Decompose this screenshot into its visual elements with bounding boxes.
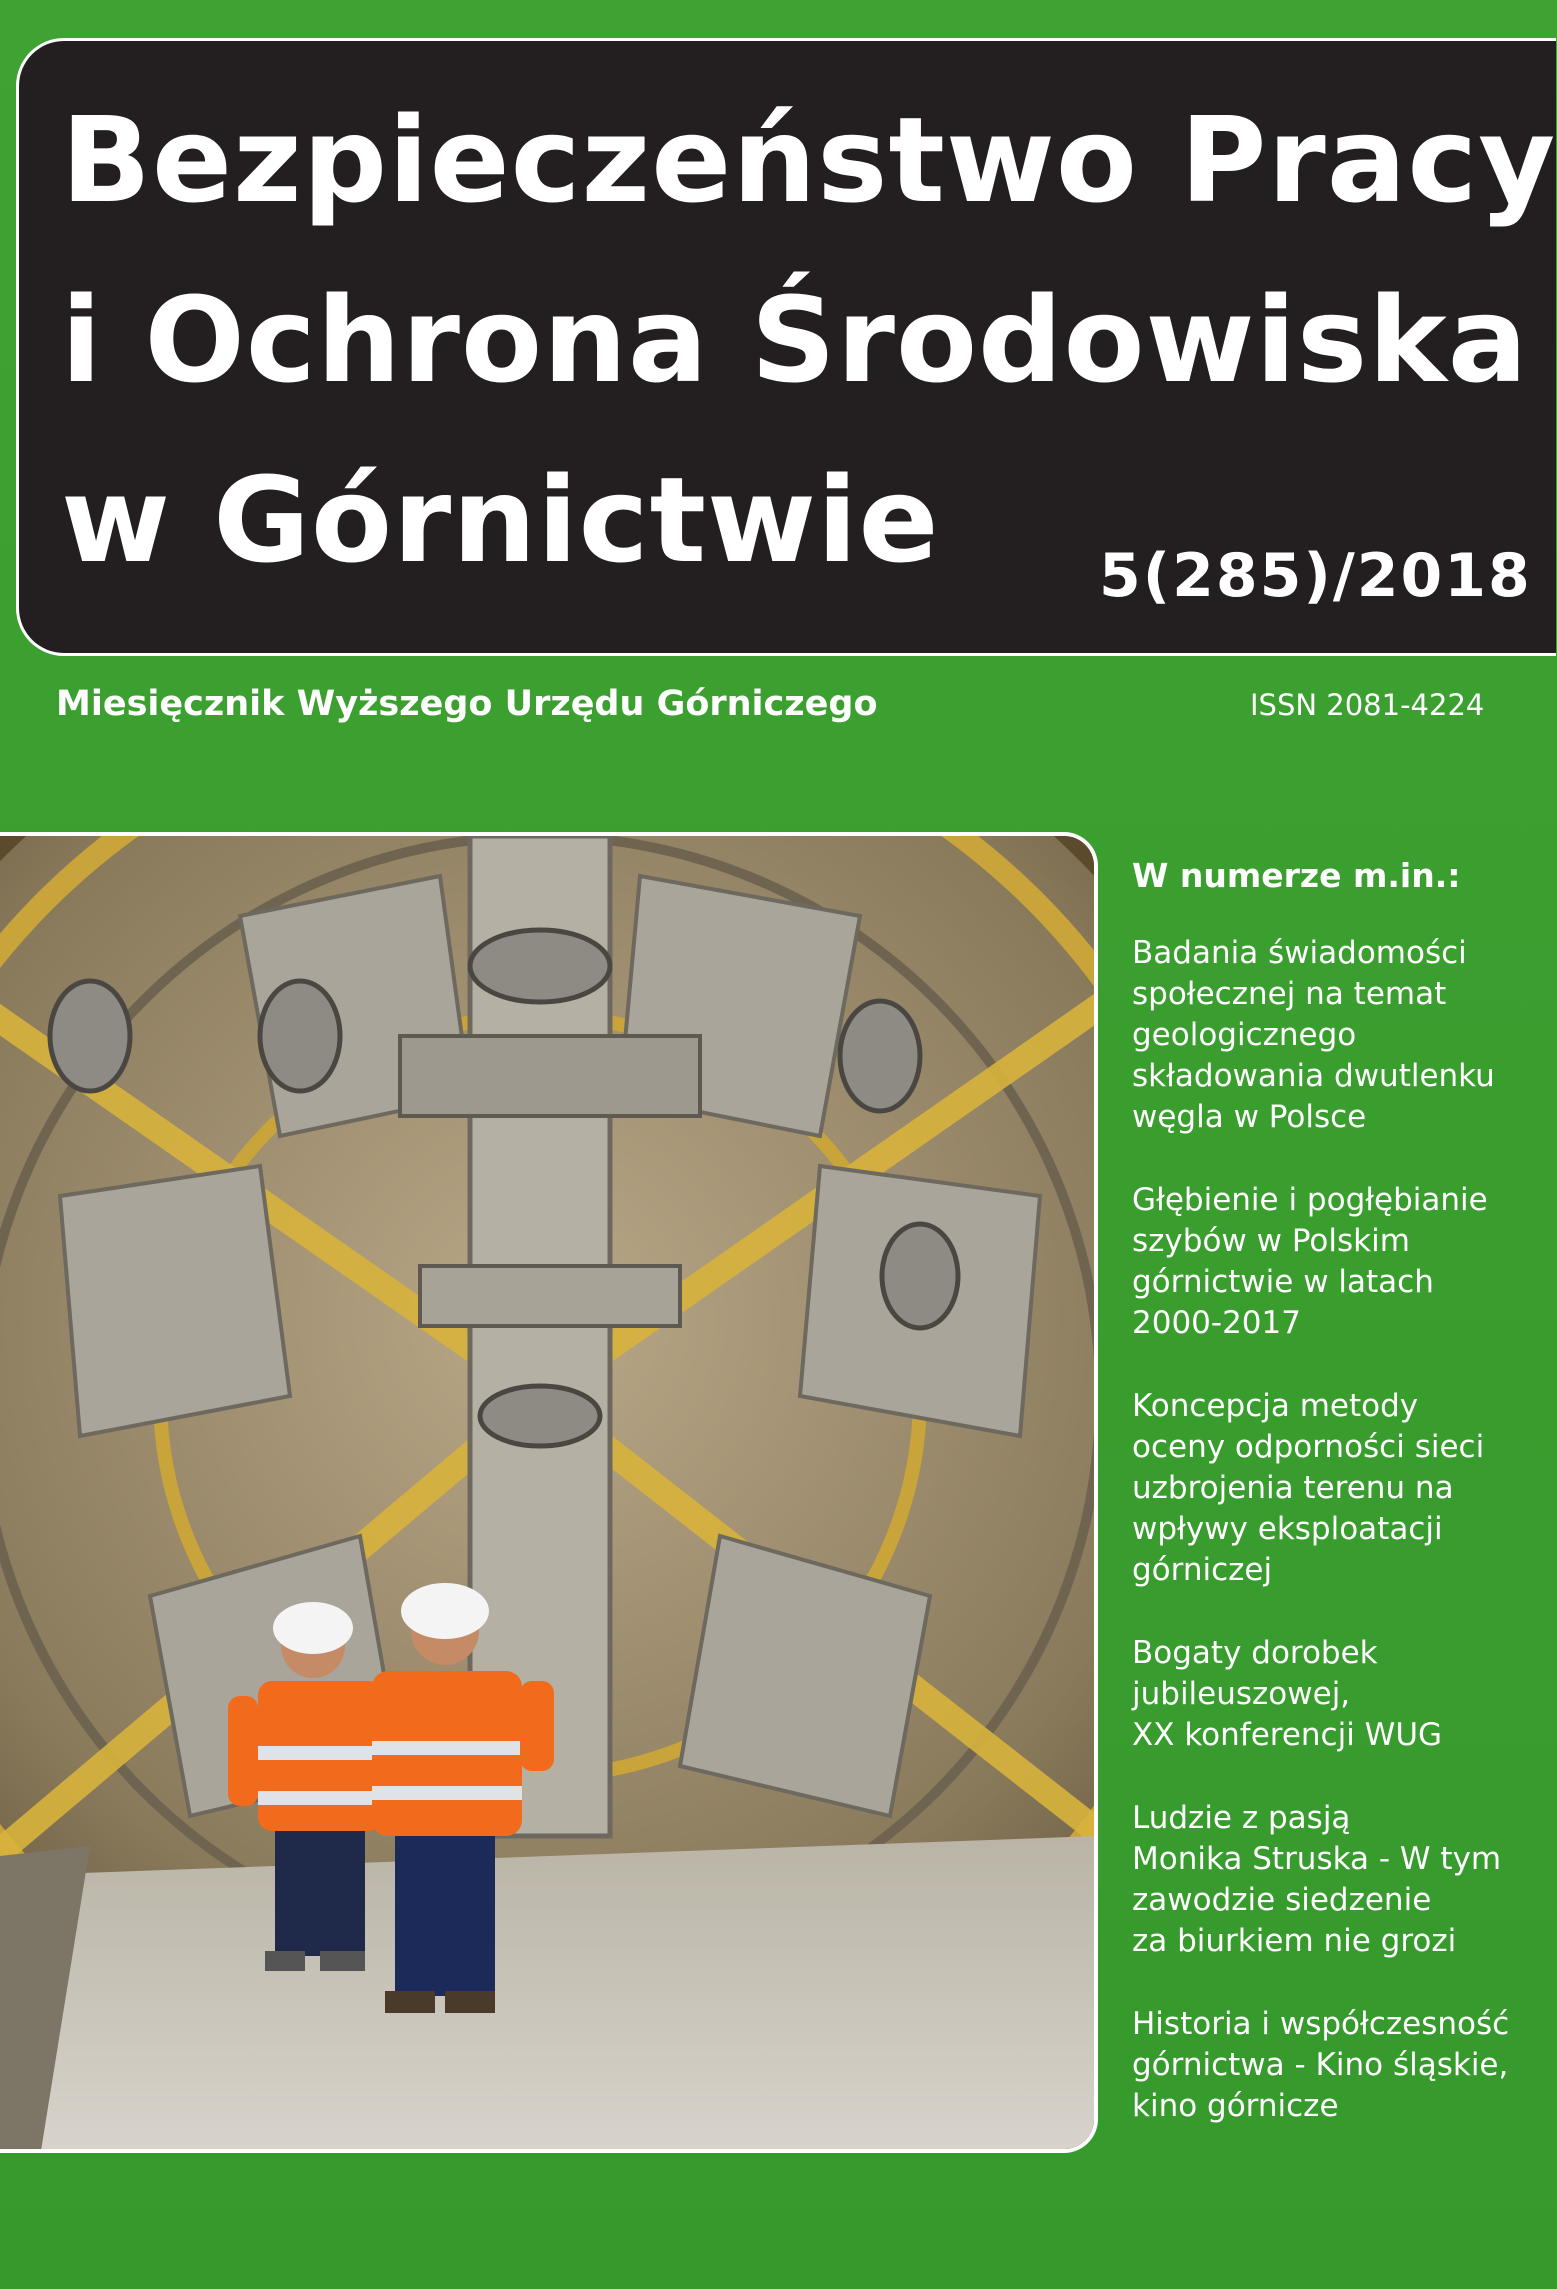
publisher-subtitle: Miesięcznik Wyższego Urzędu Górniczego: [56, 684, 878, 724]
table-of-contents: [1132, 856, 1542, 2169]
toc-item: Historia i współczesność górnictwa - Kino śląskie, kino górnicze: [1132, 2006, 1510, 2124]
tbm-photo-illustration: [0, 836, 1098, 2153]
title-line-2: i Ochrona Środowiska: [61, 271, 1529, 409]
toc-item: Głębienie i pogłębianie szybów w Polskim górnictwie w latach 2000-2017: [1132, 1182, 1488, 1341]
toc-item: Badania świadomości społecznej na temat geologicznego składowania dwutlenku węgla w Polsce: [1132, 935, 1495, 1135]
toc-item: Bogaty dorobek jubileuszowej, XX konferencji WUG: [1132, 1635, 1443, 1753]
toc-item: Koncepcja metody oceny odporności sieci uzbrojenia terenu na wpływy eksploatacji górniczej: [1132, 1388, 1485, 1588]
title-line-1: Bezpieczeństwo Pracy: [61, 91, 1557, 229]
cover-photo: [0, 832, 1098, 2153]
toc-heading: W numerze m.in.:: [1132, 856, 1461, 895]
toc-item: Ludzie z pasją Monika Struska - W tym zawodzie siedzenie za biurkiem nie grozi: [1132, 1800, 1502, 1959]
issue-number: 5(285)/2018: [1099, 541, 1532, 611]
title-line-3: w Górnictwie: [61, 451, 940, 589]
title-banner: [16, 38, 1556, 656]
issn-number: ISSN 2081-4224: [1250, 688, 1485, 722]
